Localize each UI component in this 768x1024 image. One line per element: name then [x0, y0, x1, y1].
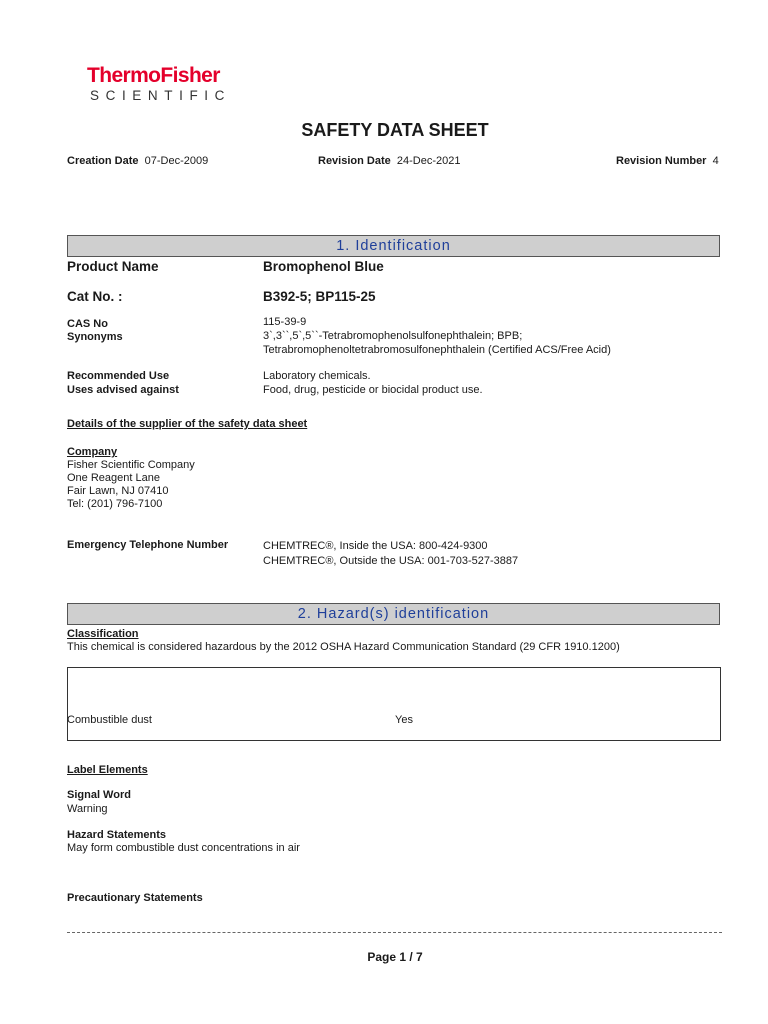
signal-word-value: Warning — [67, 803, 108, 815]
precautionary-statements-label: Precautionary Statements — [67, 892, 203, 904]
revision-number-value: 4 — [712, 155, 719, 167]
classification-text: This chemical is considered hazardous by the 2012 OSHA Hazard Communication Standard (29 CFR 1910.1200) — [67, 641, 620, 653]
brand-logo-bottom: SCIENTIFIC — [90, 88, 232, 103]
hazard-statements-value: May form combustible dust concentrations in air — [67, 842, 300, 854]
hazard-row-label: Combustible dust — [67, 714, 152, 726]
brand-logo-top: ThermoFisher — [87, 64, 220, 87]
product-name-label: Product Name — [67, 259, 159, 274]
company-line-1: Fisher Scientific Company — [67, 459, 195, 471]
cas-label: CAS No — [67, 318, 108, 330]
synonyms-label: Synonyms — [67, 331, 123, 343]
hazard-classification-table — [67, 667, 721, 741]
revision-date-value: 24-Dec-2021 — [396, 155, 461, 167]
revision-number-label: Revision Number — [616, 155, 707, 167]
emergency-line-1: CHEMTREC®, Inside the USA: 800-424-9300 — [263, 540, 488, 552]
section-2-heading: 2. Hazard(s) identification — [67, 603, 720, 625]
cat-no-label: Cat No. : — [67, 289, 123, 304]
recommended-use-label: Recommended Use — [67, 370, 170, 382]
cas-value: 115-39-9 — [263, 316, 307, 328]
product-name-value: Bromophenol Blue — [263, 259, 384, 274]
uses-advised-against-value: Food, drug, pesticide or biocidal product use. — [263, 384, 483, 396]
hazard-row-value: Yes — [395, 714, 413, 726]
page-number: Page 1 / 7 — [367, 950, 423, 964]
cat-no-value: B392-5; BP115-25 — [263, 289, 376, 304]
signal-word-label: Signal Word — [67, 789, 131, 801]
emergency-label: Emergency Telephone Number — [67, 539, 229, 551]
emergency-line-2: CHEMTREC®, Outside the USA: 001-703-527-3887 — [263, 555, 519, 567]
section-1-heading: 1. Identification — [67, 235, 720, 257]
synonyms-line-2: Tetrabromophenoltetrabromosulfonephthalein (Certified ACS/Free Acid) — [263, 344, 611, 356]
company-line-3: Fair Lawn, NJ 07410 — [67, 485, 169, 497]
company-line-4: Tel: (201) 796-7100 — [67, 498, 163, 510]
hazard-statements-label: Hazard Statements — [67, 829, 167, 841]
document-title: SAFETY DATA SHEET — [301, 120, 489, 140]
footer-divider — [67, 932, 722, 933]
uses-advised-against-label: Uses advised against — [67, 384, 179, 396]
revision-date — [318, 155, 460, 167]
synonyms-line-1: 3`,3``,5`,5``-Tetrabromophenolsulfonephthalein; BPB; — [263, 330, 523, 342]
classification-label: Classification — [67, 628, 139, 640]
revision-number — [616, 155, 719, 167]
recommended-use-value: Laboratory chemicals. — [263, 370, 371, 382]
creation-date-value: 07-Dec-2009 — [144, 155, 209, 167]
label-elements-heading: Label Elements — [67, 764, 148, 776]
company-line-2: One Reagent Lane — [67, 472, 160, 484]
company-label: Company — [67, 446, 118, 458]
revision-date-label: Revision Date — [318, 155, 391, 167]
supplier-heading: Details of the supplier of the safety data sheet — [67, 418, 308, 430]
creation-date — [67, 155, 208, 167]
creation-date-label: Creation Date — [67, 155, 139, 167]
